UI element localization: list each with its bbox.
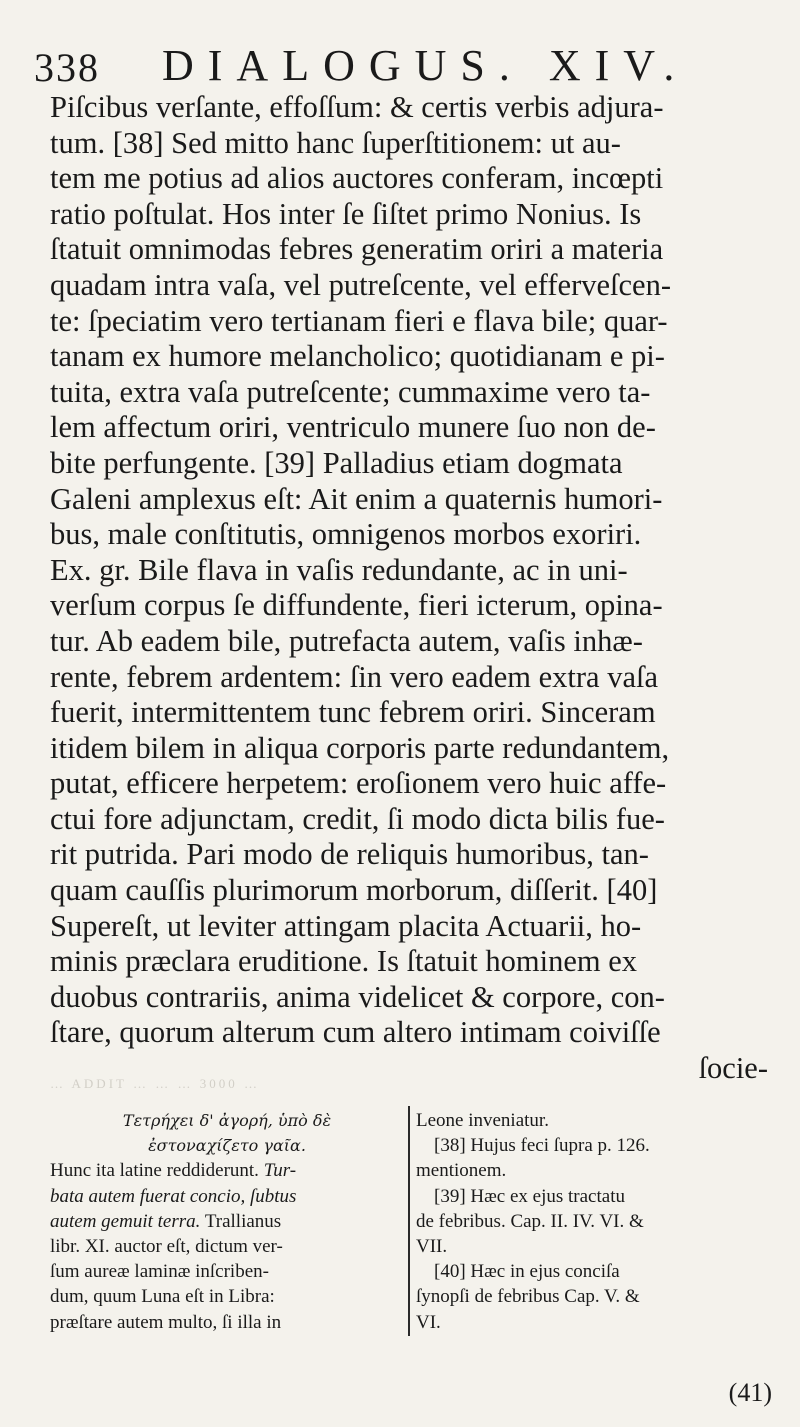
text-line: minis præclara eruditione. Is ſtatuit hominem ex xyxy=(50,944,637,979)
footnote-text: Hunc ita latine reddiderunt. xyxy=(50,1160,259,1182)
footnote-line: ſynopſi de febribus Cap. V. & xyxy=(416,1286,640,1308)
signature-mark: (41) xyxy=(728,1378,772,1407)
text-line: itidem bilem in aliqua corporis parte redundantem, xyxy=(50,730,670,765)
running-title: DIALOGUS. XIV. xyxy=(162,41,689,90)
text-line: ſtare, quorum alterum cum altero intimam coiviſſe xyxy=(50,1015,661,1050)
text-line: quadam intra vaſa, vel putreſcente, vel efferveſcen- xyxy=(50,267,671,302)
footnote-line: de febribus. Cap. II. IV. VI. & xyxy=(416,1210,644,1232)
footnote-text: Trallianus xyxy=(204,1210,282,1232)
greek-verse-line: Τετρήχει δ' ἀγορή, ὑπὸ δὲ xyxy=(122,1111,332,1130)
text-line: tum. [38] Sed mitto hanc ſuperſtitionem: ut au- xyxy=(50,125,621,160)
text-line: ſtatuit omnimodas febres generatim oriri a materia xyxy=(50,232,664,267)
page-number: 338 xyxy=(34,45,100,90)
text-line: rente, febrem ardentem: ſin vero eadem extra vaſa xyxy=(50,659,658,694)
text-line: tanam ex humore melancholico; quotidianam e pi- xyxy=(50,339,665,374)
text-line: verſum corpus ſe diffundente, fieri icterum, opina- xyxy=(50,588,663,623)
text-line: fuerit, intermittentem tunc febrem oriri. Sinceram xyxy=(50,695,656,730)
footnote-line: bata autem fuerat concio, ſubtus xyxy=(50,1185,297,1207)
text-line: putat, efficere herpetem: eroſionem vero huic affe- xyxy=(50,766,667,801)
text-line: te: ſpeciatim vero tertianam fieri e flava bile; quar- xyxy=(50,303,668,338)
text-line: ctui fore adjunctam, credit, ſi modo dicta bilis fue- xyxy=(50,801,665,836)
text-line: Piſcibus verſante, effoſſum: & certis verbis adjura- xyxy=(50,90,664,124)
footnote-line xyxy=(50,1209,404,1234)
catchword: ſocie- xyxy=(698,1051,768,1086)
footnote-line: VI. xyxy=(416,1311,441,1333)
footnote-line: mentionem. xyxy=(416,1160,507,1182)
text-line: bus, male conſtitutis, omnigenos morbos exoriri. xyxy=(50,517,642,552)
text-line: Supereſt, ut leviter attingam placita Actuarii, ho- xyxy=(50,908,642,943)
text-line: tur. Ab eadem bile, putrefacta autem, vaſis inhæ- xyxy=(50,623,643,658)
footnote-line: [39] Hæc ex ejus tractatu xyxy=(434,1185,625,1207)
text-line: Ex. gr. Bile flava in vaſis redundante, ac in uni- xyxy=(50,552,628,587)
footnote-italic-text: autem gemuit terra. xyxy=(50,1210,201,1232)
text-line: lem affectum oriri, ventriculo munere ſuo non de- xyxy=(50,410,656,445)
text-line: Galeni amplexus eſt: Ait enim a quaternis humori- xyxy=(50,481,663,516)
text-line: tuita, extra vaſa putreſcente; cummaxime vero ta- xyxy=(50,374,651,409)
footnote-italic-text: Tur- xyxy=(263,1160,297,1182)
page-header xyxy=(34,38,774,92)
text-line: tem me potius ad alios auctores conferam, incœpti xyxy=(50,161,664,196)
text-line: rit putrida. Pari modo de reliquis humoribus, tan- xyxy=(50,837,649,872)
footnote-line: Leone inveniatur. xyxy=(416,1110,549,1131)
footnotes xyxy=(50,1104,768,1404)
footnotes-right-column xyxy=(416,1108,768,1335)
footnote-line: [38] Hujus feci ſupra p. 126. xyxy=(434,1135,650,1157)
text-line: ratio poſtulat. Hos inter ſe ſiſtet primo Nonius. Is xyxy=(50,196,642,231)
footnotes-left-column xyxy=(50,1108,404,1335)
footnote-line: [40] Hæc in ejus conciſa xyxy=(434,1261,620,1283)
footnote-line: præſtare autem multo, ſi illa in xyxy=(50,1311,282,1333)
footnote-line xyxy=(50,1158,404,1183)
main-text-block xyxy=(50,90,768,1087)
bleed-through-text: … ADDIT … … … 3000 … xyxy=(50,1076,260,1090)
text-line: bite perfungente. [39] Palladius etiam dogmata xyxy=(50,445,623,480)
greek-verse-line: ἐστοναχίζετο γαῖα. xyxy=(148,1136,306,1156)
footnote-line: ſum aureæ laminæ inſcriben- xyxy=(50,1261,269,1283)
footnote-line: libr. XI. auctor eſt, dictum ver- xyxy=(50,1235,283,1257)
column-divider xyxy=(408,1106,410,1336)
text-line: duobus contrariis, anima videlicet & corpore, con- xyxy=(50,979,665,1014)
footnote-line: VII. xyxy=(416,1235,448,1257)
footnote-line: dum, quum Luna eſt in Libra: xyxy=(50,1286,275,1308)
text-line: quam cauſſis plurimorum morborum, diſſerit. [40] xyxy=(50,873,658,908)
